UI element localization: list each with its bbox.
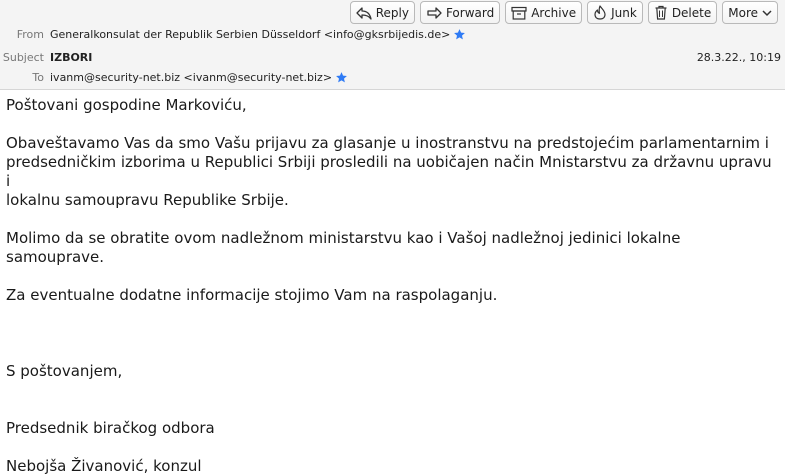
message-header xyxy=(0,0,785,90)
archive-label: Archive xyxy=(531,5,577,20)
reply-button[interactable] xyxy=(350,1,415,24)
reply-icon xyxy=(356,6,376,20)
message-body xyxy=(6,96,776,476)
reply-label: Reply xyxy=(375,5,409,20)
more-button[interactable] xyxy=(722,1,778,24)
forward-label: Forward xyxy=(445,5,495,20)
subject-label: Subject xyxy=(2,51,44,64)
greeting-text: Poštovani gospodine Markoviću, xyxy=(6,96,247,114)
junk-button[interactable] xyxy=(587,1,643,24)
delete-label: Delete xyxy=(671,5,712,20)
trash-icon xyxy=(654,5,672,20)
to-value[interactable]: ivanm@security-net.biz <ivanm@security-net.biz> xyxy=(50,71,333,84)
from-field xyxy=(50,28,466,41)
paragraph-line: Obaveštavamo Vas da smo Vašu prijavu za glasanje u inostranstvu na predstojećim parlamentarnim i xyxy=(6,134,769,152)
paragraph-text: Molimo da se obratite ovom nadležnom ministarstvu kao i Vašoj nadležnoj jedinici lokalne samouprave. xyxy=(6,229,681,266)
signature-title: Predsednik biračkog odbora xyxy=(6,419,215,437)
paragraph-line: lokalnu samoupravu Republike Srbije. xyxy=(6,191,289,209)
flame-icon xyxy=(593,5,611,20)
archive-icon xyxy=(511,6,531,20)
from-value[interactable]: Generalkonsulat der Republik Serbien Düsseldorf <info@gksrbijedis.de> xyxy=(50,28,451,41)
to-field xyxy=(50,71,348,84)
to-label: To xyxy=(32,71,44,84)
delete-button[interactable] xyxy=(648,1,717,24)
message-toolbar xyxy=(350,1,778,24)
subject-value: IZBORI xyxy=(50,51,93,64)
star-icon[interactable] xyxy=(335,71,348,84)
chevron-down-icon xyxy=(758,9,772,17)
from-label: From xyxy=(16,28,44,41)
message-date: 28.3.22., 10:19 xyxy=(696,51,781,64)
junk-label: Junk xyxy=(611,5,637,20)
star-icon[interactable] xyxy=(453,28,466,41)
signature-name: Nebojša Živanović, konzul xyxy=(6,457,202,475)
forward-icon xyxy=(426,6,446,20)
archive-button[interactable] xyxy=(505,1,582,24)
closing-text: S poštovanjem, xyxy=(6,362,123,380)
paragraph-text: Za eventualne dodatne informacije stojimo Vam na raspolaganju. xyxy=(6,286,498,304)
paragraph-line: predsedničkim izborima u Republici Srbiji prosledili na uobičajen način Mnistarstvu za državnu upravu i xyxy=(6,153,772,190)
more-label: More xyxy=(728,5,758,20)
forward-button[interactable] xyxy=(420,1,500,24)
